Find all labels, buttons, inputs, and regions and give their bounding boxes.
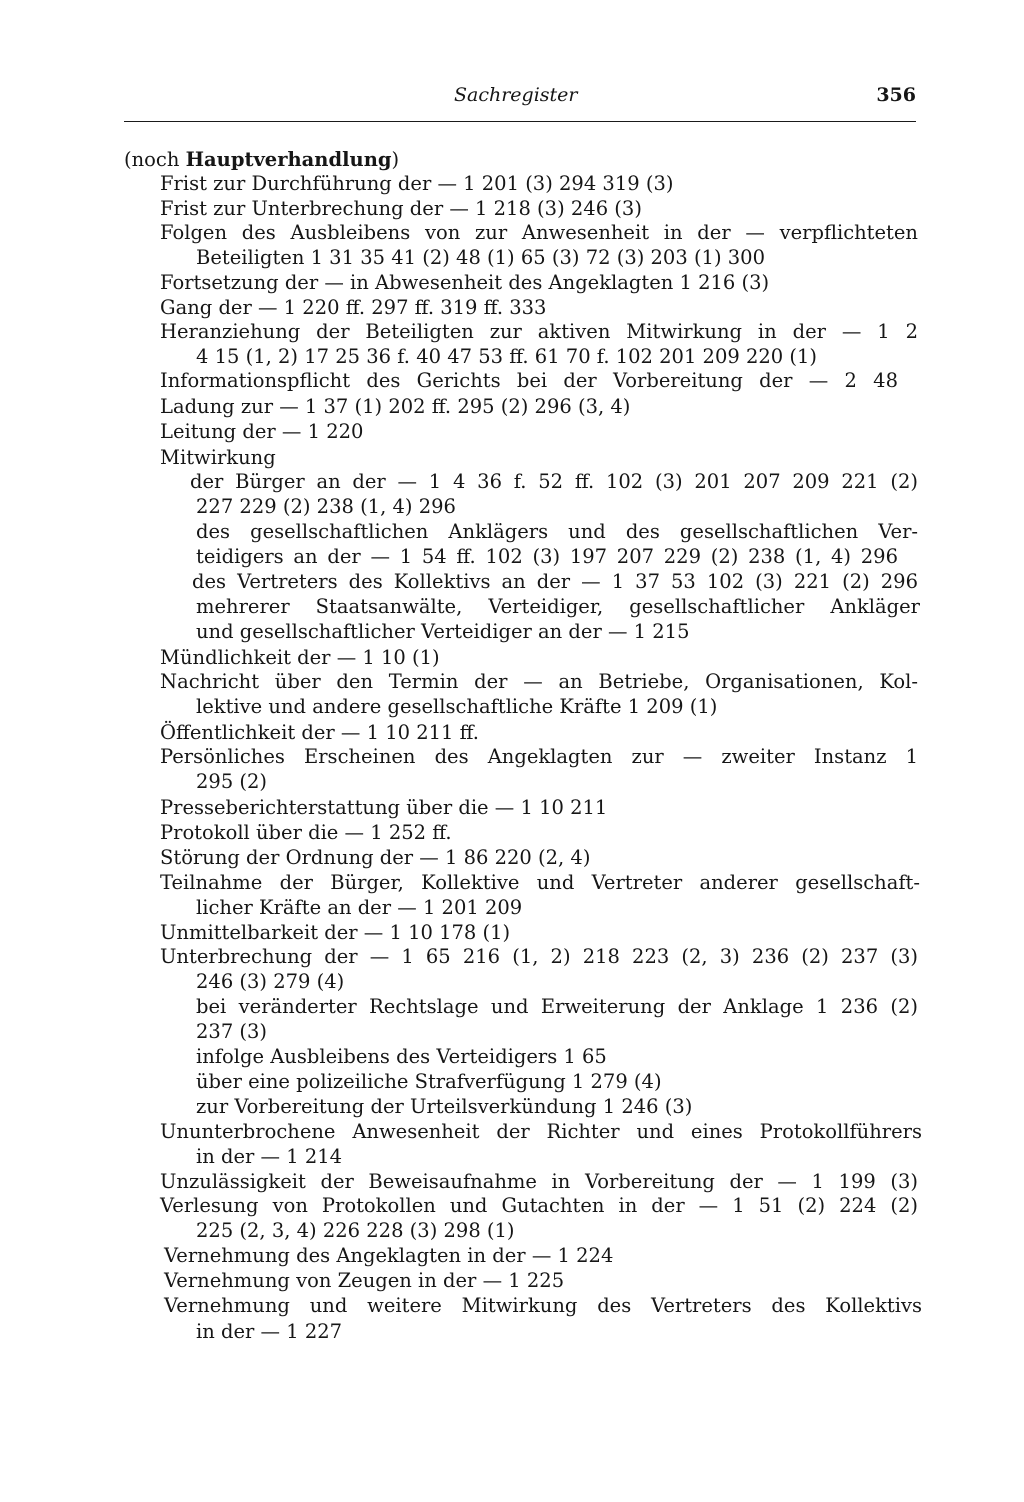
index-subentry: zur Vorbereitung der Urteilsverkündung 1 246 (3) — [196, 1095, 693, 1118]
running-title: Sachregister — [454, 84, 578, 106]
index-entry: Protokoll über die — 1 252 ff. — [160, 821, 452, 844]
index-entry: Leitung der — 1 220 — [160, 420, 364, 443]
index-continuation: 295 (2) — [196, 770, 268, 793]
index-entry: Verlesung von Protokollen und Gutachten in der — 1 51 (2) 224 (2) — [160, 1194, 918, 1217]
index-continuation: und gesellschaftlicher Verteidiger an der — 1 215 — [196, 620, 690, 643]
index-continuation: teidigers an der — 1 54 ff. 102 (3) 197 207 229 (2) 238 (1, 4) 296 — [196, 545, 898, 568]
index-entry: Mündlichkeit der — 1 10 (1) — [160, 646, 440, 669]
index-continuation: 225 (2, 3, 4) 226 228 (3) 298 (1) — [196, 1219, 515, 1242]
index-entry: Fortsetzung der — in Abwesenheit des Angeklagten 1 216 (3) — [160, 271, 770, 294]
index-entry: Unzulässigkeit der Beweisaufnahme in Vorbereitung der — 1 199 (3) — [160, 1170, 918, 1193]
index-entry: Vernehmung des Angeklagten in der — 1 224 — [164, 1244, 614, 1267]
index-entry: Persönliches Erscheinen des Angeklagten zur — zweiter Instanz 1 — [160, 745, 918, 768]
index-subentry: bei veränderter Rechtslage und Erweiterung der Anklage 1 236 (2) — [196, 995, 918, 1018]
index-entry: Störung der Ordnung der — 1 86 220 (2, 4) — [160, 846, 591, 869]
index-subentry: über eine polizeiliche Strafverfügung 1 279 (4) — [196, 1070, 662, 1093]
index-entry: Unmittelbarkeit der — 1 10 178 (1) — [160, 921, 511, 944]
heading-suffix: ) — [391, 148, 400, 171]
index-subentry: des Vertreters des Kollektivs an der — 1 37 53 102 (3) 221 (2) 296 — [192, 570, 918, 593]
index-subentry: der Bürger an der — 1 4 36 f. 52 ff. 102 (3) 201 207 209 221 (2) — [190, 470, 918, 493]
page-number: 356 — [876, 84, 916, 106]
index-entry: Gang der — 1 220 ff. 297 ff. 319 ff. 333 — [160, 296, 547, 319]
index-subentry: infolge Ausbleibens des Verteidigers 1 65 — [196, 1045, 607, 1068]
index-entry: Heranziehung der Beteiligten zur aktiven Mitwirkung in der — 1 2 — [160, 320, 918, 343]
index-entry: Unterbrechung der — 1 65 216 (1, 2) 218 223 (2, 3) 236 (2) 237 (3) — [160, 945, 918, 968]
continued-heading — [124, 148, 399, 172]
index-entry: Ladung zur — 1 37 (1) 202 ff. 295 (2) 296 (3, 4) — [160, 395, 631, 418]
index-entry: Teilnahme der Bürger, Kollektive und Vertreter anderer gesellschaft- — [160, 871, 920, 894]
index-continuation: 246 (3) 279 (4) — [196, 970, 345, 993]
index-continuation: Beteiligten 1 31 35 41 (2) 48 (1) 65 (3) 72 (3) 203 (1) 300 — [196, 246, 765, 269]
index-continuation: 237 (3) — [196, 1020, 268, 1043]
index-entry: Ununterbrochene Anwesenheit der Richter und eines Protokollführers — [160, 1120, 922, 1143]
index-continuation: licher Kräfte an der — 1 201 209 — [196, 896, 523, 919]
index-entry: Vernehmung und weitere Mitwirkung des Vertreters des Kollektivs — [164, 1294, 922, 1317]
index-entry: Folgen des Ausbleibens von zur Anwesenheit in der — verpflichteten — [160, 221, 918, 244]
heading-prefix: (noch — [124, 148, 186, 171]
index-continuation: in der — 1 214 — [196, 1145, 343, 1168]
index-entry: Frist zur Unterbrechung der — 1 218 (3) 246 (3) — [160, 197, 642, 220]
index-entry: Frist zur Durchführung der — 1 201 (3) 294 319 (3) — [160, 172, 674, 195]
index-subentry: des gesellschaftlichen Anklägers und des gesellschaftlichen Ver- — [196, 520, 918, 543]
index-continuation: 4 15 (1, 2) 17 25 36 f. 40 47 53 ff. 61 70 f. 102 201 209 220 (1) — [196, 345, 818, 368]
heading-term: Hauptverhandlung — [185, 148, 392, 171]
index-entry: Presseberichterstattung über die — 1 10 211 — [160, 796, 608, 819]
index-entry: Öffentlichkeit der — 1 10 211 ff. — [160, 721, 479, 744]
index-continuation: lektive und andere gesellschaftliche Kräfte 1 209 (1) — [196, 695, 718, 718]
index-continuation: in der — 1 227 — [196, 1320, 343, 1343]
index-entry: Vernehmung von Zeugen in der — 1 225 — [164, 1269, 565, 1292]
index-entry: Nachricht über den Termin der — an Betriebe, Organisationen, Kol- — [160, 670, 918, 693]
index-entry: Mitwirkung — [160, 446, 276, 469]
index-subentry: mehrerer Staatsanwälte, Verteidiger, gesellschaftlicher Ankläger — [196, 595, 920, 618]
index-entry: Informationspflicht des Gerichts bei der Vorbereitung der — 2 48 — [160, 369, 898, 392]
index-continuation: 227 229 (2) 238 (1, 4) 296 — [196, 495, 456, 518]
